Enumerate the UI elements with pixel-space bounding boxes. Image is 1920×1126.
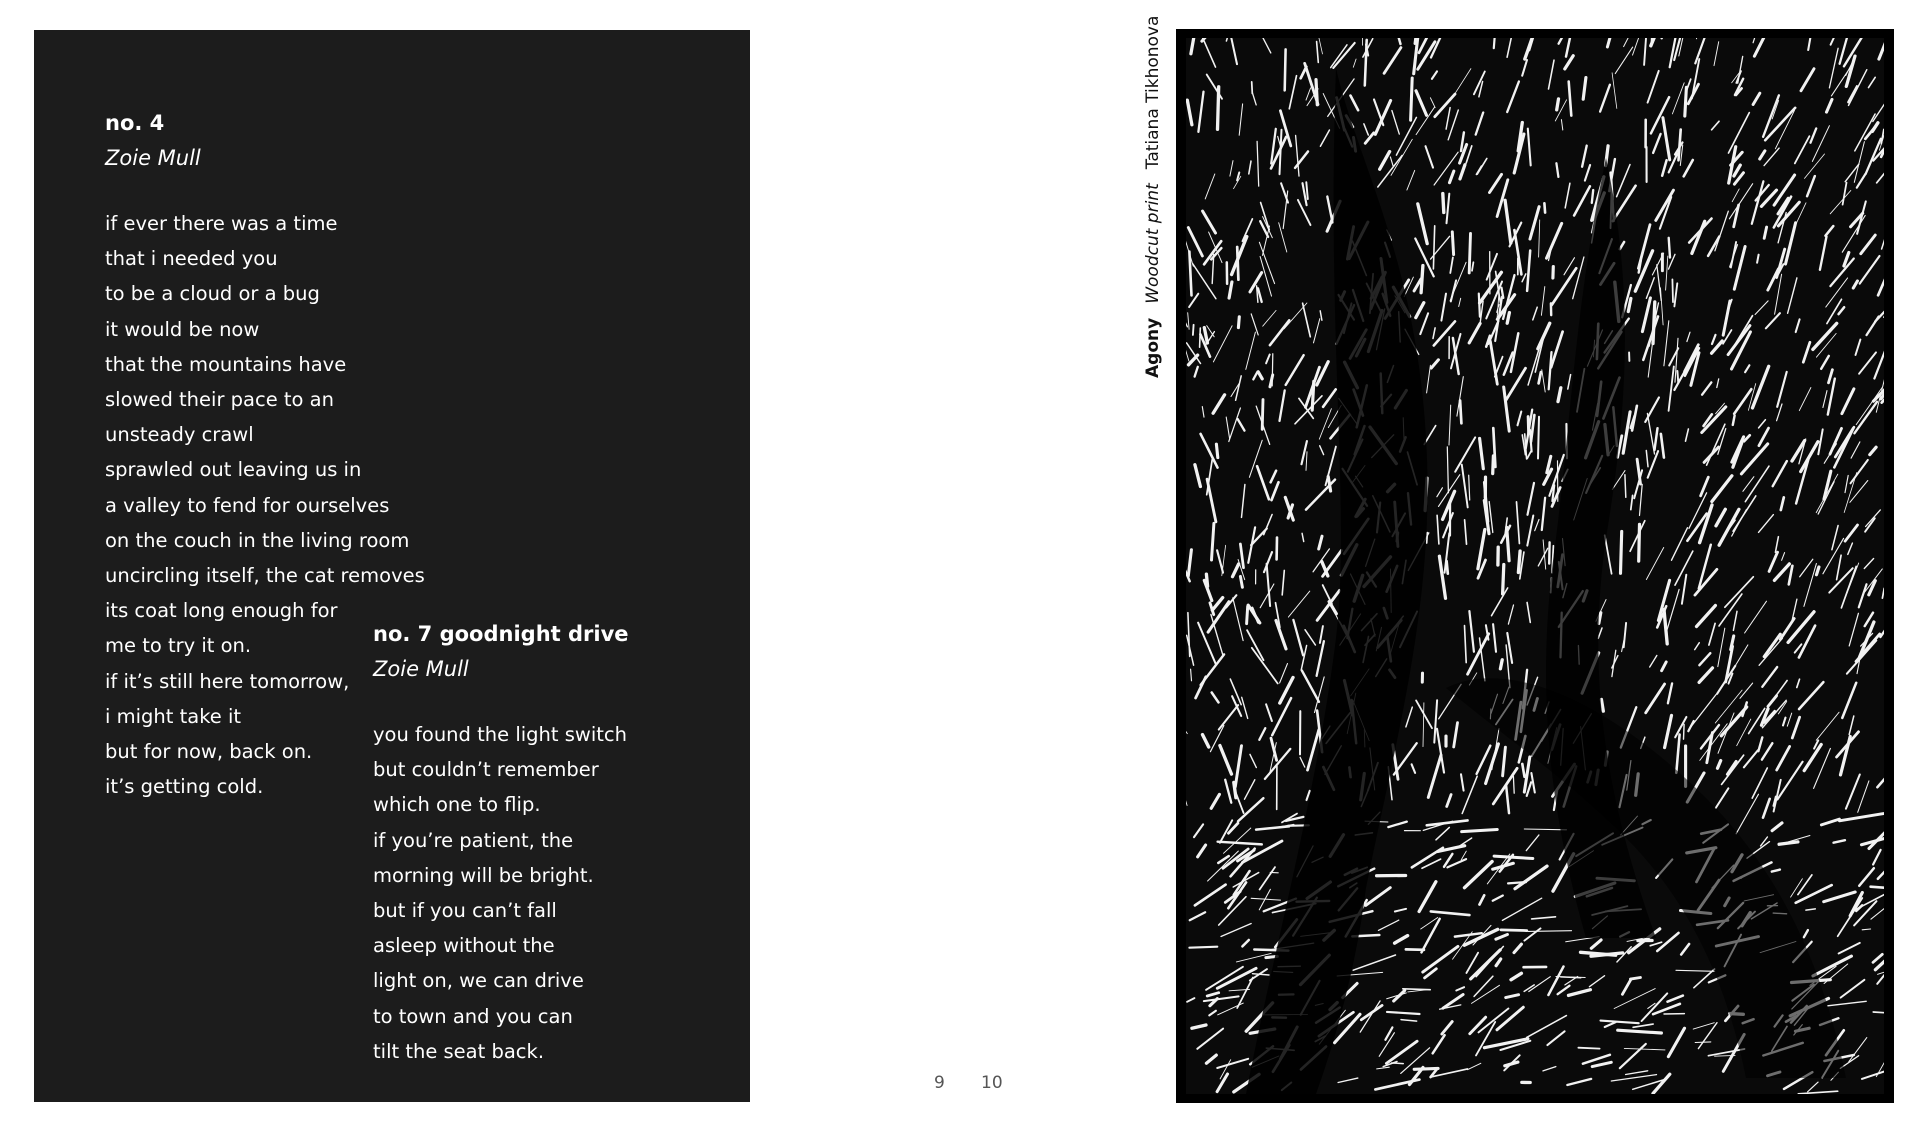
poem-body — [373, 717, 629, 1069]
woodcut-stroke — [1625, 475, 1626, 498]
woodcut-stroke — [1200, 328, 1201, 347]
woodcut-stroke — [1462, 830, 1498, 832]
woodcut-stroke — [1189, 947, 1217, 948]
poem-line: but couldn’t remember — [373, 758, 599, 782]
poem-line: to town and you can — [373, 1004, 573, 1028]
poem-title: no. 7 goodnight drive — [373, 622, 629, 646]
woodcut-stroke — [1238, 317, 1239, 328]
poem-line: asleep without the — [373, 934, 555, 958]
woodcut-stroke — [1447, 561, 1448, 574]
woodcut-stroke — [1672, 279, 1673, 302]
artwork-artist: Tatiana Tikhonova — [1143, 15, 1163, 170]
woodcut-stroke — [1469, 234, 1470, 273]
poem-line: unsteady crawl — [105, 423, 254, 447]
page-number-right: 10 — [981, 1073, 1003, 1093]
woodcut-stroke — [1578, 1048, 1599, 1049]
woodcut-stroke — [1684, 724, 1685, 739]
woodcut-stroke — [1599, 613, 1601, 624]
poem-line: tilt the seat back. — [373, 1039, 545, 1063]
poem-line: it’s getting cold. — [105, 775, 264, 799]
woodcut-stroke — [1507, 313, 1509, 324]
poem-title: no. 4 — [105, 111, 165, 135]
artwork-title: Agony — [1143, 317, 1163, 378]
poem-line: if ever there was a time — [105, 212, 338, 235]
woodcut-stroke — [1443, 194, 1444, 213]
woodcut-stroke — [1247, 606, 1248, 623]
poem-line: if you’re patient, the — [373, 828, 574, 852]
poem-line: to be a cloud or a bug — [105, 282, 320, 306]
poem-line: i might take it — [105, 704, 242, 728]
poem-line: but if you can’t fall — [373, 899, 557, 923]
woodcut-stroke — [1518, 551, 1520, 572]
woodcut-stroke — [1592, 190, 1593, 203]
woodcut-stroke — [1421, 266, 1423, 293]
poem-line: sprawled out leaving us in — [105, 458, 362, 482]
woodcut-stroke — [1501, 930, 1527, 931]
poem-author: Zoie Mull — [373, 657, 469, 681]
poem-line: it would be now — [105, 317, 260, 341]
poem-line: its coat long enough for — [105, 599, 338, 623]
woodcut-stroke — [1460, 401, 1461, 424]
woodcut-stroke — [1817, 567, 1819, 575]
woodcut-stroke — [1479, 294, 1480, 317]
poem-line: on the couch in the living room — [105, 528, 410, 552]
woodcut-stroke — [1252, 82, 1253, 94]
poem-line: a valley to fend for ourselves — [105, 493, 390, 517]
woodcut-stroke — [1528, 417, 1529, 434]
poem-no-7 — [373, 617, 629, 1069]
poem-line: that i needed you — [105, 247, 278, 271]
artwork-medium: Woodcut print — [1143, 183, 1163, 304]
woodcut-stroke — [1312, 381, 1314, 410]
woodcut-stroke — [1513, 776, 1514, 793]
woodcut-stroke — [1669, 238, 1670, 258]
poem-author: Zoie Mull — [105, 146, 201, 170]
artwork-caption — [1143, 16, 1163, 378]
poem-line: slowed their pace to an — [105, 388, 334, 412]
woodcut-stroke — [1240, 576, 1242, 587]
woodcut-stroke — [1414, 1068, 1438, 1069]
poem-line: you found the light switch — [373, 723, 627, 746]
woodcut-stroke — [1544, 203, 1545, 212]
poem-line: which one to flip. — [373, 793, 541, 817]
woodcut-stroke — [1285, 49, 1286, 90]
woodcut-stroke — [1411, 78, 1413, 120]
woodcut-stroke — [1216, 444, 1217, 457]
woodcut-stroke — [1621, 531, 1622, 573]
woodcut-stroke — [1601, 700, 1603, 712]
woodcut-image — [1186, 38, 1884, 1094]
woodcut-stroke — [1685, 87, 1687, 116]
poem-line: uncircling itself, the cat removes — [105, 564, 425, 588]
woodcut-stroke — [1452, 232, 1453, 255]
woodcut-stroke — [1500, 660, 1502, 669]
woodcut-stroke — [1493, 456, 1494, 474]
woodcut-stroke — [1653, 302, 1655, 344]
woodcut-stroke — [1528, 931, 1572, 932]
woodcut-stroke — [1631, 978, 1641, 980]
woodcut-stroke — [1403, 989, 1430, 990]
poem-line: morning will be bright. — [373, 863, 594, 887]
page-number-left: 9 — [934, 1073, 945, 1093]
woodcut-stroke — [1639, 524, 1640, 561]
poem-line: me to try it on. — [105, 634, 252, 658]
poem-line: light on, we can drive — [373, 969, 584, 993]
woodcut-stroke — [1508, 882, 1526, 883]
woodcut-stroke — [1503, 565, 1504, 595]
woodcut-stroke — [1538, 417, 1539, 459]
poem-line: if it’s still here tomorrow, — [105, 669, 350, 693]
woodcut-stroke — [1193, 325, 1194, 335]
woodcut-artwork — [1176, 29, 1894, 1103]
poem-line: but for now, back on. — [105, 740, 313, 764]
woodcut-stroke — [1557, 99, 1559, 110]
poem-line: that the mountains have — [105, 352, 347, 376]
woodcut-stroke — [1234, 782, 1236, 797]
